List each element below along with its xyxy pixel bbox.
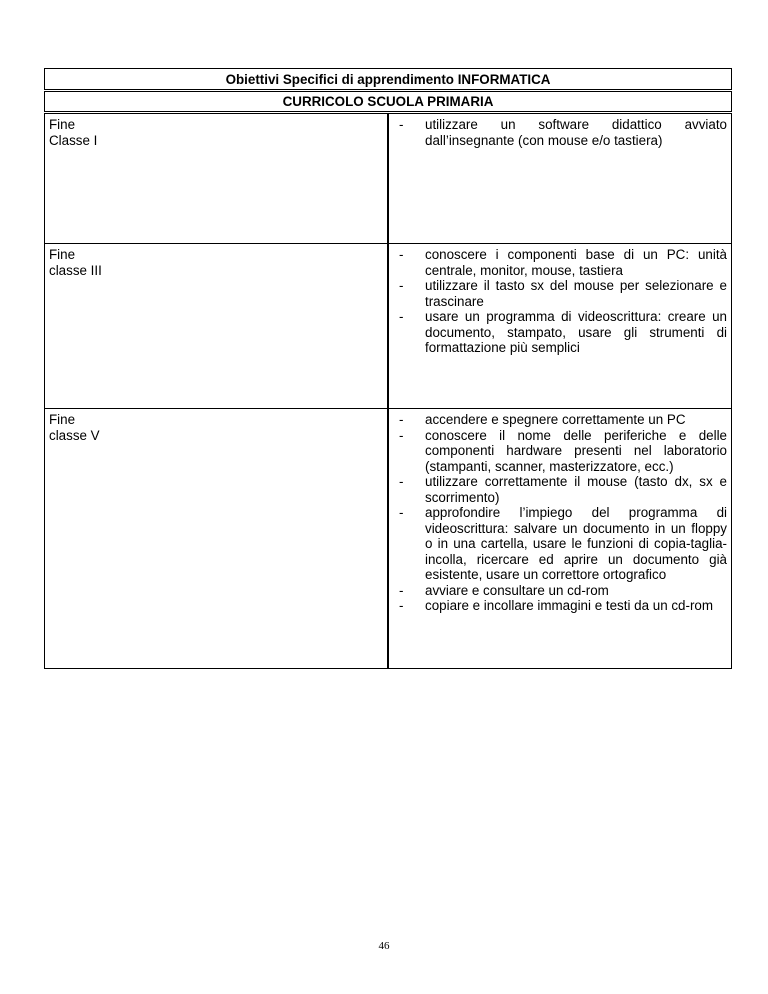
table-row — [45, 113, 732, 244]
row-label — [45, 409, 389, 669]
list-item — [399, 278, 727, 309]
item-text: usare un programma di videoscrittura: creare un documento, stampato, usare gli strumenti di formattazione più semplici — [425, 309, 727, 355]
bullet-dash: - — [399, 474, 404, 489]
bullet-dash: - — [399, 598, 404, 613]
list-item — [399, 583, 727, 599]
list-item — [399, 309, 727, 356]
item-text: approfondire l’impiego del programma di videoscrittura: salvare un documento in un floppy o in una cartella, usare le funzioni di copia-taglia-incolla, ricercare ed aprire un documento già esistente, usare un correttore ortografico — [425, 505, 727, 582]
bullet-dash: - — [399, 412, 404, 427]
item-text: conoscere i componenti base di un PC: unità centrale, monitor, mouse, tastiera — [425, 247, 727, 278]
table-row — [45, 244, 732, 409]
item-text: accendere e spegnere correttamente un PC — [425, 412, 686, 427]
list-item — [399, 428, 727, 475]
item-text: avviare e consultare un cd-rom — [425, 582, 609, 598]
row-label — [45, 244, 389, 409]
bullet-dash: - — [399, 309, 404, 324]
list-item — [399, 505, 727, 583]
bullet-dash: - — [399, 117, 404, 132]
row-label — [45, 113, 389, 244]
table-title: Obiettivi Specifici di apprendimento INFORMATICA — [45, 69, 732, 91]
list-item — [399, 117, 727, 148]
objective-list — [399, 117, 727, 148]
row-label-line: Classe I — [49, 132, 98, 148]
row-content — [388, 113, 732, 244]
row-label-line: Fine — [49, 247, 76, 262]
item-text: conoscere il nome delle periferiche e delle componenti hardware presenti nel laboratorio (stampanti, scanner, masterizzatore, ecc.) — [425, 427, 727, 474]
item-text: utilizzare un software didattico avviato dall’insegnante (con mouse e/o tastiera) — [425, 117, 727, 148]
curriculum-table — [44, 68, 732, 669]
bullet-dash: - — [399, 427, 404, 443]
row-content — [388, 409, 732, 669]
bullet-dash: - — [399, 505, 404, 520]
row-content — [388, 244, 732, 409]
list-item — [399, 247, 727, 278]
objective-list — [399, 247, 727, 356]
row-label-line: Fine — [49, 412, 76, 427]
item-text: utilizzare correttamente il mouse (tasto dx, sx e scorrimento) — [425, 474, 727, 505]
bullet-dash: - — [399, 278, 404, 293]
item-text: copiare e incollare immagini e testi da un cd-rom — [425, 598, 714, 613]
bullet-dash: - — [399, 582, 404, 598]
bullet-dash: - — [399, 247, 404, 262]
list-item — [399, 598, 727, 614]
table-row — [45, 409, 732, 669]
row-label-line: classe III — [49, 262, 102, 278]
item-text: utilizzare il tasto sx del mouse per selezionare e trascinare — [425, 278, 727, 309]
row-label-line: classe V — [49, 427, 100, 443]
row-label-line: Fine — [49, 117, 76, 132]
table-subtitle: CURRICOLO SCUOLA PRIMARIA — [45, 91, 732, 113]
list-item — [399, 412, 727, 428]
objective-list — [399, 412, 727, 614]
page-number: 46 — [378, 940, 390, 952]
list-item — [399, 474, 727, 505]
